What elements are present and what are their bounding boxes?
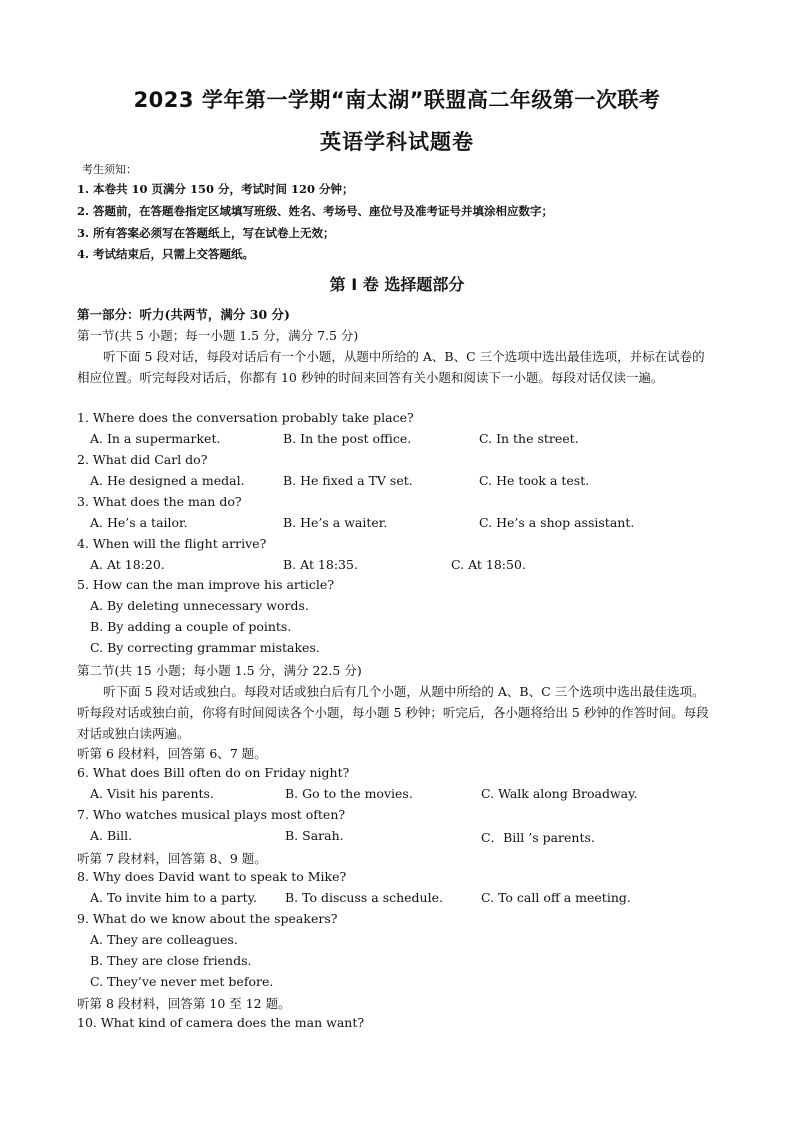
material-note: 听第 6 段材料，回答第 6、7 题。 [77, 746, 267, 761]
material-note: 听第 8 段材料，回答第 10 至 12 题。 [77, 996, 291, 1011]
question-stem: 2. What did Carl do? [77, 452, 208, 467]
notice-heading: 考生须知： [82, 163, 137, 176]
option-b: B. He’s a waiter. [283, 515, 388, 530]
option-a: A. They are colleagues. [90, 932, 238, 947]
question-stem: 7. Who watches musical plays most often? [77, 807, 346, 822]
option-c: C. He’s a shop assistant. [479, 515, 635, 530]
exam-title: 2023 学年第一学期“南太湖”联盟高二年级第一次联考 [133, 88, 661, 112]
option-b: B. They are close friends. [90, 953, 252, 968]
section2-heading: 第二节(共 15 小题；每小题 1.5 分，满分 22.5 分) [77, 663, 362, 678]
option-c: C. Walk along Broadway. [481, 786, 638, 801]
part-one-title: 第 I 卷 选择题部分 [329, 275, 465, 294]
exam-subject-title: 英语学科试题卷 [320, 130, 474, 154]
option-c: C. He took a test. [479, 473, 590, 488]
section2-instructions: 听下面 5 段对话或独白。每段对话或独白后有几个小题，从题中所给的 A、B、C 三个选项中选出最佳选项。听每段对话或独白前，你将有时间阅读各个小题，每小题 5 秒钟；听完后，各小题将给出 5 秒钟的作答时间。每段对话或独白读两遍。 [77, 684, 709, 741]
question-stem: 6. What does Bill often do on Friday night? [77, 765, 350, 780]
option-b: B. To discuss a schedule. [285, 890, 443, 905]
option-c: C. By correcting grammar mistakes. [90, 640, 320, 655]
question-stem: 10. What kind of camera does the man want? [77, 1015, 365, 1030]
option-b: B. Sarah. [285, 828, 344, 843]
option-b: B. In the post office. [283, 431, 412, 446]
option-a: A. At 18:20. [90, 557, 165, 572]
question-stem: 8. Why does David want to speak to Mike? [77, 869, 347, 884]
material-note: 听第 7 段材料，回答第 8、9 题。 [77, 851, 267, 866]
option-c: C. At 18:50. [451, 557, 526, 572]
option-b: B. He fixed a TV set. [283, 473, 413, 488]
option-a: A. In a supermarket. [90, 431, 221, 446]
option-b: B. At 18:35. [283, 557, 358, 572]
option-c: C. In the street. [479, 431, 579, 446]
option-a: A. He designed a medal. [90, 473, 245, 488]
question-stem: 1. Where does the conversation probably take place? [77, 410, 414, 425]
option-a: A. He’s a tailor. [90, 515, 188, 530]
listening-part-heading: 第一部分：听力(共两节，满分 30 分) [77, 307, 290, 322]
option-a: A. Visit his parents. [90, 786, 214, 801]
question-stem: 4. When will the flight arrive? [77, 536, 267, 551]
option-a: A. To invite him to a party. [90, 890, 257, 905]
notice-item: 4. 考试结束后，只需上交答题纸。 [77, 247, 255, 261]
option-b: B. Go to the movies. [285, 786, 413, 801]
option-c: C. To call off a meeting. [481, 890, 631, 905]
option-a: A. Bill. [90, 828, 133, 843]
option-c: C. They’ve never met before. [90, 974, 274, 989]
section1-heading: 第一节(共 5 小题；每一小题 1.5 分，满分 7.5 分) [77, 328, 359, 343]
option-a: A. By deleting unnecessary words. [90, 598, 309, 613]
option-b: B. By adding a couple of points. [90, 619, 292, 634]
notice-item: 3. 所有答案必须写在答题纸上，写在试卷上无效； [77, 226, 335, 240]
notice-item: 2. 答题前，在答题卷指定区域填写班级、姓名、考场号、座位号及准考证号并填涂相应数字； [77, 204, 554, 218]
notice-item: 1. 本卷共 10 页满分 150 分，考试时间 120 分钟； [77, 182, 354, 196]
option-c: C．Bill ’s parents. [481, 830, 595, 845]
question-stem: 9. What do we know about the speakers? [77, 911, 338, 926]
question-stem: 5. How can the man improve his article? [77, 577, 335, 592]
question-stem: 3. What does the man do? [77, 494, 242, 509]
section1-instructions: 听下面 5 段对话，每段对话后有一个小题，从题中所给的 A、B、C 三个选项中选出最佳选项，并标在试卷的相应位置。听完每段对话后，你都有 10 秒钟的时间来回答有关小题和阅读下一小题。每段对话仅读一遍。 [77, 349, 705, 385]
